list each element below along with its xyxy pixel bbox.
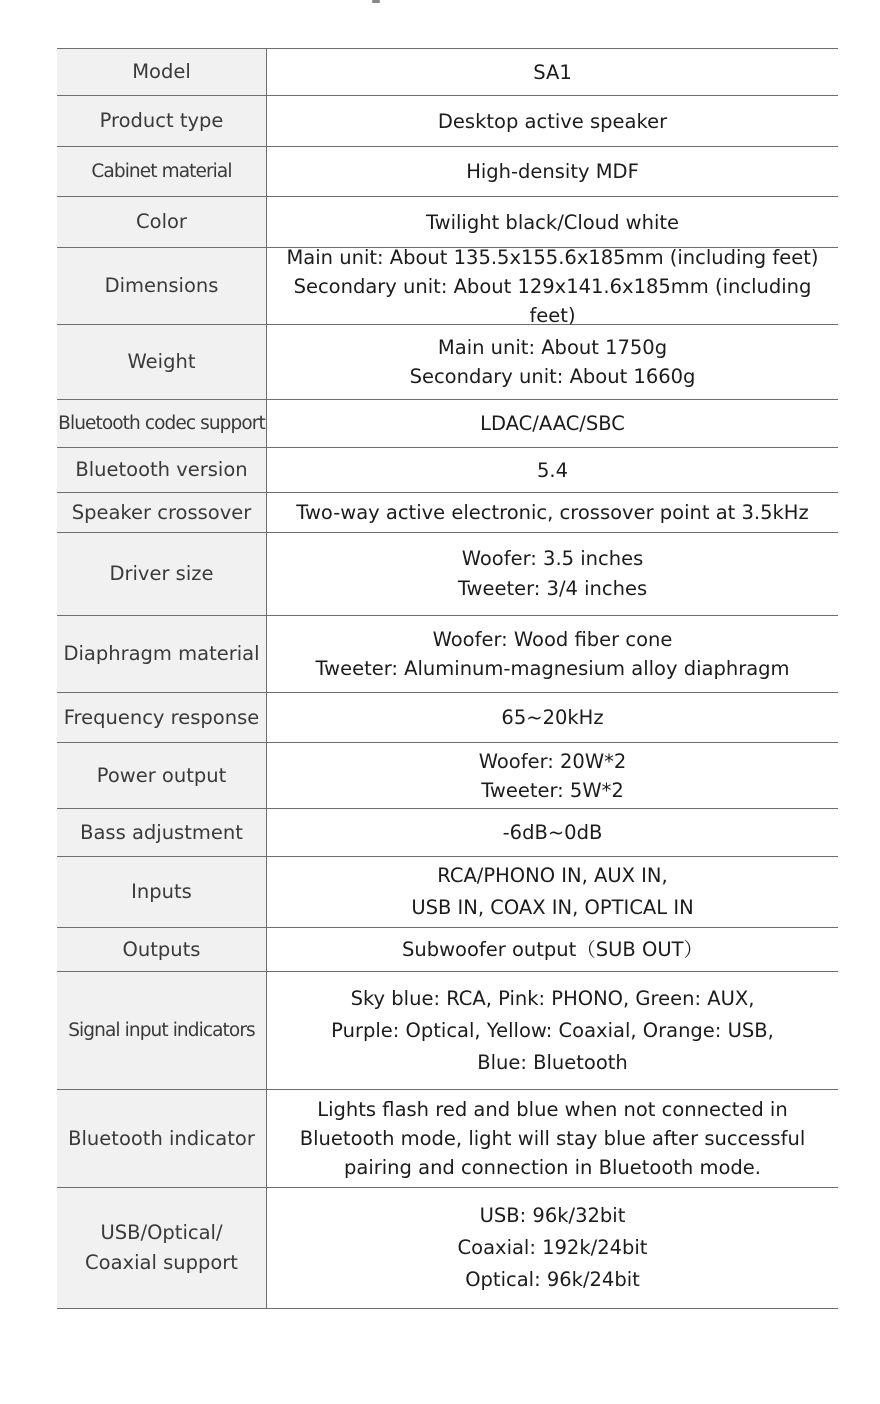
spec-row-driver-size xyxy=(57,533,838,616)
spec-value: Subwoofer output（SUB OUT） xyxy=(401,938,704,961)
spec-row-bass-adjustment xyxy=(57,809,838,857)
spec-label: Cabinet material xyxy=(57,147,267,196)
spec-label: Inputs xyxy=(57,857,267,927)
spec-row-diaphragm-material xyxy=(57,616,838,693)
spec-row-bluetooth-indicator xyxy=(57,1090,838,1188)
spec-label: Driver size xyxy=(57,533,267,615)
spec-row-weight xyxy=(57,325,838,400)
spec-row-bluetooth-codec xyxy=(57,400,838,448)
spec-label: USB/Optical/ Coaxial support xyxy=(57,1188,267,1308)
spec-table xyxy=(57,48,838,1309)
spec-value: -6dB~0dB xyxy=(502,821,603,844)
spec-label: Weight xyxy=(57,325,267,399)
spec-value: Main unit: About 1750g Secondary unit: About 1660g xyxy=(409,336,696,388)
spec-value: High-density MDF xyxy=(466,160,639,183)
spec-label: Diaphragm material xyxy=(57,616,267,692)
spec-value: Twilight black/Cloud white xyxy=(425,210,680,234)
spec-value: 65~20kHz xyxy=(501,706,604,729)
spec-label: Outputs xyxy=(57,928,267,971)
top-edge-mark xyxy=(372,0,380,3)
spec-value: 5.4 xyxy=(536,458,568,482)
spec-value: LDAC/AAC/SBC xyxy=(480,412,625,435)
spec-value: Lights flash red and blue when not connected in Bluetooth mode, light will stay blue after successful pairing and connection in Bluetooth mode. xyxy=(299,1098,806,1179)
spec-row-speaker-crossover xyxy=(57,493,838,533)
spec-label: Frequency response xyxy=(57,693,267,742)
spec-row-model xyxy=(57,49,838,96)
spec-label: Product type xyxy=(57,96,267,146)
spec-label: Dimensions xyxy=(57,248,267,324)
spec-row-color xyxy=(57,197,838,248)
spec-label: Bluetooth codec support xyxy=(57,400,267,447)
spec-value: Woofer: Wood fiber cone Tweeter: Aluminum-magnesium alloy diaphragm xyxy=(315,628,790,680)
spec-value: SA1 xyxy=(533,60,572,84)
spec-label: Bluetooth indicator xyxy=(57,1090,267,1187)
spec-label: Power output xyxy=(57,743,267,808)
spec-row-power-output xyxy=(57,743,838,809)
spec-value: Sky blue: RCA, Pink: PHONO, Green: AUX, Purple: Optical, Yellow: Coaxial, Orange: USB, Blue: Bluetooth xyxy=(331,986,774,1074)
spec-label: Signal input indicators xyxy=(57,972,267,1089)
spec-row-outputs xyxy=(57,928,838,972)
spec-row-usb-optical-coaxial xyxy=(57,1188,838,1309)
spec-row-dimensions xyxy=(57,245,838,327)
spec-label: Model xyxy=(57,49,267,95)
spec-value: USB: 96k/32bit Coaxial: 192k/24bit Optical: 96k/24bit xyxy=(457,1204,648,1291)
spec-value: Desktop active speaker xyxy=(437,109,668,133)
spec-value: Woofer: 20W*2 Tweeter: 5W*2 xyxy=(478,749,627,802)
spec-label: Color xyxy=(57,197,267,247)
spec-label: Bluetooth version xyxy=(57,448,267,492)
spec-row-cabinet-material xyxy=(57,147,838,197)
spec-value: RCA/PHONO IN, AUX IN, USB IN, COAX IN, OPTICAL IN xyxy=(411,864,694,919)
spec-row-inputs xyxy=(57,857,838,928)
spec-label: Bass adjustment xyxy=(57,809,267,856)
spec-value: Main unit: About 135.5x155.6x185mm (including feet) Secondary unit: About 129x141.6x185mm (including feet) xyxy=(286,245,819,327)
spec-label: Speaker crossover xyxy=(57,493,267,532)
spec-row-bluetooth-version xyxy=(57,448,838,493)
spec-row-product-type xyxy=(57,96,838,147)
spec-value: Woofer: 3.5 inches Tweeter: 3/4 inches xyxy=(457,547,648,600)
spec-value: Two-way active electronic, crossover point at 3.5kHz xyxy=(296,501,809,524)
spec-row-frequency-response xyxy=(57,693,838,743)
spec-row-signal-input-indicators xyxy=(57,972,838,1090)
